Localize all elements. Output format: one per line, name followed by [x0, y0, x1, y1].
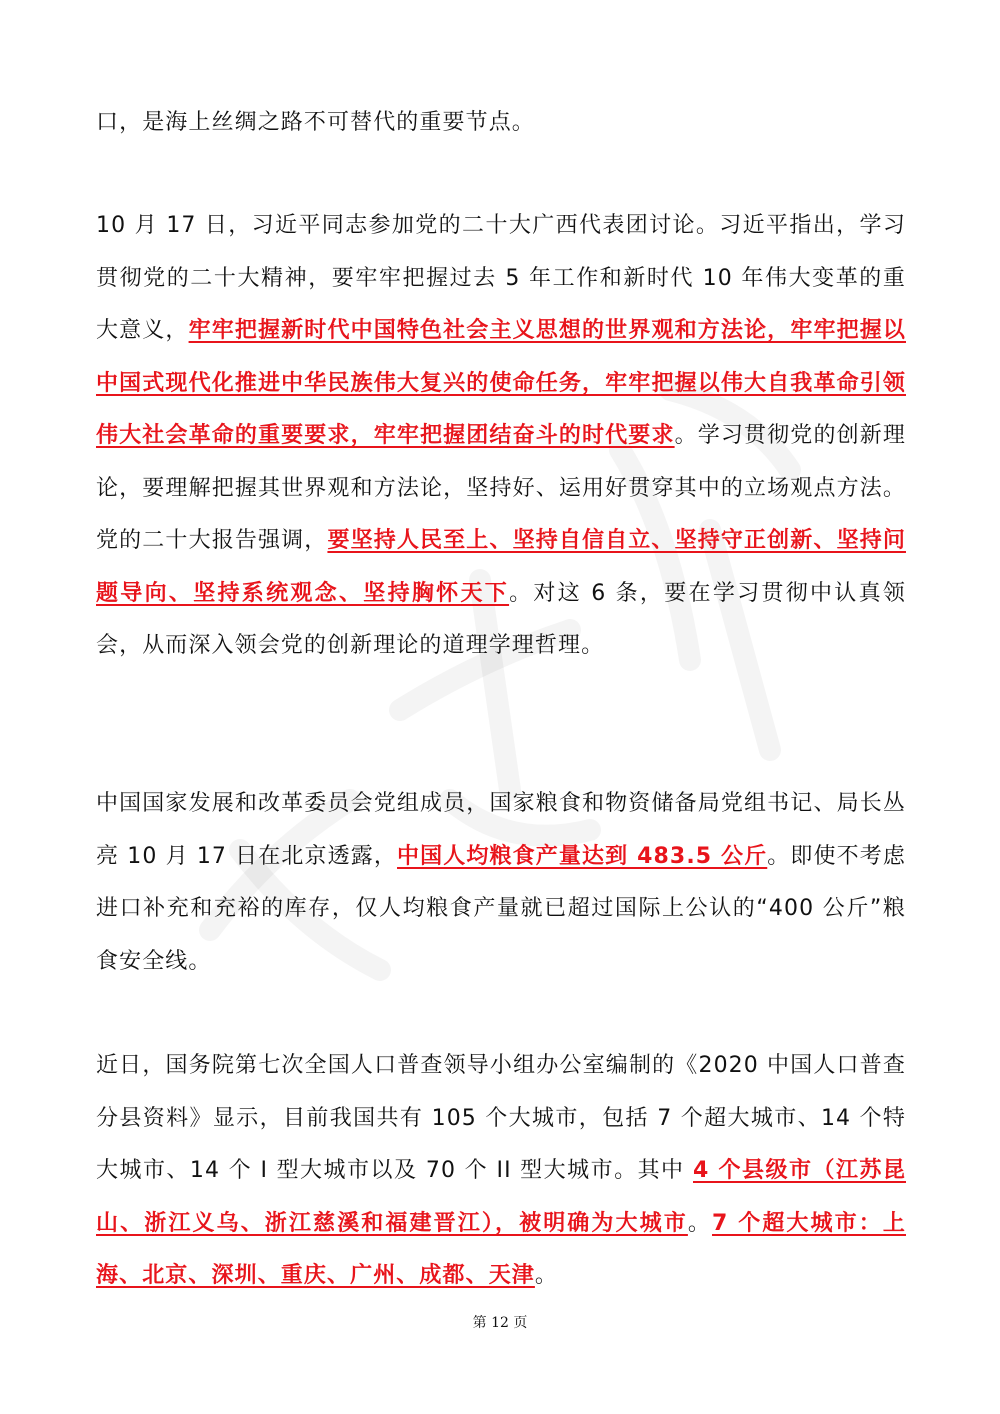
paragraph-4 [96, 1040, 906, 1303]
paragraph-text: 。学习贯彻党的创新理论，要理解把握其世界观和方法论，坚持好、运用好贯穿其中的立场观点方法。党的二十大报告强调， [96, 423, 906, 553]
paragraph-3 [96, 778, 906, 988]
paragraph-text: 口，是海上丝绸之路不可替代的重要节点。 [96, 110, 535, 135]
paragraph-text: 。对这 6 条，要在学习贯彻中认真领会，从而深入领会党的创新理论的道理学理哲理。 [96, 580, 906, 658]
highlighted-text: 中国人均粮食产量达到 483.5 公斤 [397, 843, 768, 869]
paragraph-1 [96, 97, 906, 150]
highlighted-text: 牢牢把握新时代中国特色社会主义思想的世界观和方法论，牢牢把握以中国式现代化推进中华民族伟大复兴的使命任务，牢牢把握以伟大自我革命引领伟大社会革命的重要要求，牢牢把握团结奋斗的时代要求 [96, 318, 906, 448]
paragraph-text: 。 [687, 1210, 713, 1236]
paragraph-text: 10 月 17 日，习近平同志参加党的二十大广西代表团讨论。习近平指出，学习贯彻党的二十大精神，要牢牢把握过去 5 年工作和新时代 10 年伟大变革的重大意义， [96, 213, 906, 343]
paragraph-2 [96, 200, 906, 673]
paragraph-text: 中国国家发展和改革委员会党组成员，国家粮食和物资储备局党组书记、局长丛亮 10 月 17 日在北京透露， [96, 791, 906, 869]
highlighted-text: 要坚持人民至上、坚持自信自立、坚持守正创新、坚持问题导向、坚持系统观念、坚持胸怀天下 [96, 528, 906, 606]
paragraph-text: 。 [534, 1263, 559, 1288]
page-number: 第 12 页 [472, 1315, 528, 1331]
highlighted-text: 7 个超大城市：上海、北京、深圳、重庆、广州、成都、天津 [96, 1210, 906, 1288]
paragraph-text: 。即使不考虑进口补充和充裕的库存，仅人均粮食产量就已超过国际上公认的“400 公斤”粮食安全线。 [96, 843, 906, 974]
highlighted-text: 4 个县级市（江苏昆山、浙江义乌、浙江慈溪和福建晋江），被明确为大城市 [96, 1158, 906, 1236]
paragraph-text: 近日，国务院第七次全国人口普查领导小组办公室编制的《2020 中国人口普查分县资料》显示，目前我国共有 105 个大城市，包括 7 个超大城市、14 个特大城市、14 个 I 型大城市以及 70 个 II 型大城市。其中 [96, 1053, 906, 1183]
